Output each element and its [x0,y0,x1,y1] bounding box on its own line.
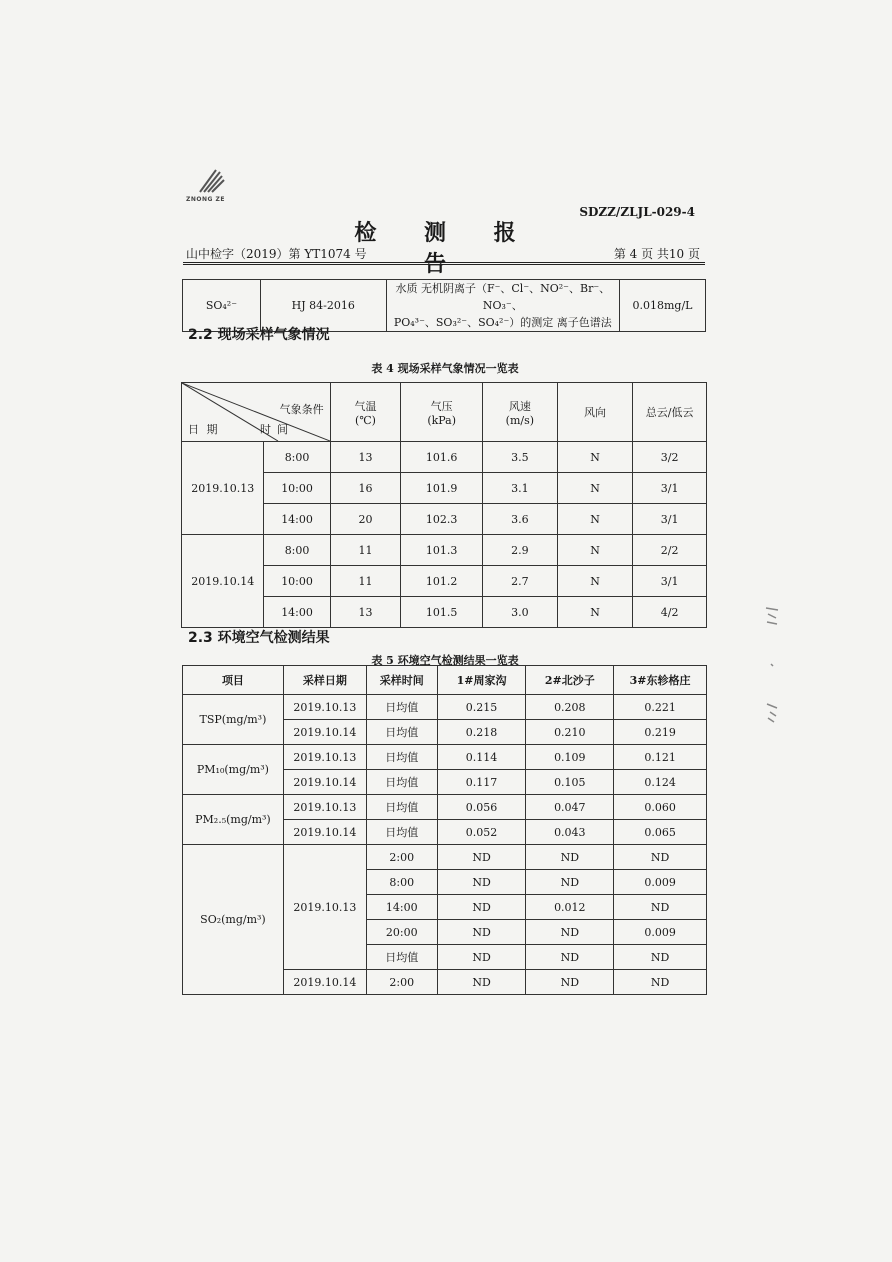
time-cell: 日均值 [366,795,437,820]
table-row [183,845,707,870]
column-header: 风速 (m/s) [483,383,558,442]
time-cell: 日均值 [366,820,437,845]
wind-dir-cell: N [557,535,633,566]
pressure-cell: 101.5 [401,597,483,628]
pressure-cell: 101.6 [401,442,483,473]
column-header: 1#周家沟 [437,666,526,695]
table5-caption: 表 5 环境空气检测结果一览表 [371,654,519,667]
header-divider [183,262,705,265]
value-cell: 0.219 [614,720,707,745]
temp-cell: 20 [330,504,401,535]
report-reference: 山中检字（2019）第 YT1074 号 [186,247,367,261]
time-cell: 2:00 [366,970,437,995]
date-cell: 2019.10.14 [283,720,366,745]
value-cell: 0.105 [526,770,614,795]
wind-dir-cell: N [557,473,633,504]
date-cell: 2019.10.13 [283,795,366,820]
time-cell: 日均值 [366,945,437,970]
value-cell: 0.012 [526,895,614,920]
limit-cell: 0.018mg/L [620,280,706,332]
time-cell: 日均值 [366,745,437,770]
standard-cell: HJ 84-2016 [260,280,386,332]
value-cell: ND [437,920,526,945]
time-cell: 10:00 [264,473,330,504]
cloud-cell: 3/1 [633,566,707,597]
cloud-cell: 3/1 [633,504,707,535]
value-cell: ND [526,945,614,970]
value-cell: 0.114 [437,745,526,770]
column-header: 3#东轸格庄 [614,666,707,695]
value-cell: 0.121 [614,745,707,770]
date-cell: 2019.10.14 [283,970,366,995]
time-cell: 日均值 [366,695,437,720]
column-header: 总云/低云 [633,383,707,442]
pressure-cell: 102.3 [401,504,483,535]
value-cell: ND [526,870,614,895]
wind-speed-cell: 3.6 [483,504,558,535]
wind-speed-cell: 2.9 [483,535,558,566]
temp-cell: 11 [330,566,401,597]
time-cell: 14:00 [264,504,330,535]
pressure-cell: 101.2 [401,566,483,597]
value-cell: ND [526,920,614,945]
table-row [182,535,707,566]
item-cell: PM₁₀(mg/m³) [183,745,284,795]
method-line: 水质 无机阴离子（F⁻、Cl⁻、NO²⁻、Br⁻、NO₃⁻、 [395,282,611,312]
wind-dir-cell: N [557,597,633,628]
value-cell: ND [437,845,526,870]
value-cell: 0.221 [614,695,707,720]
item-cell: PM₂.₅(mg/m³) [183,795,284,845]
table4-caption: 表 4 现场采样气象情况一览表 [371,362,519,375]
logo-text: ZNONG ZE [186,196,225,203]
item-cell: SO₄²⁻ [183,280,261,332]
value-cell: 0.047 [526,795,614,820]
cloud-cell: 4/2 [633,597,707,628]
section-title-2-3: 2.3 环境空气检测结果 [188,630,330,646]
date-cell: 2019.10.14 [283,820,366,845]
temp-cell: 11 [330,535,401,566]
cloud-cell: 3/2 [633,442,707,473]
pressure-cell: 101.3 [401,535,483,566]
value-cell: 0.065 [614,820,707,845]
diag-label-condition: 气象条件 [279,403,324,416]
time-cell: 14:00 [264,597,330,628]
wind-dir-cell: N [557,566,633,597]
method-cell [386,280,619,332]
column-header: 2#北沙子 [526,666,614,695]
date-cell: 2019.10.13 [283,845,366,970]
date-cell: 2019.10.14 [283,770,366,795]
diagonal-header [182,383,331,442]
item-cell: TSP(mg/m³) [183,695,284,745]
diag-label-date: 日 期 [188,423,220,436]
time-cell: 10:00 [264,566,330,597]
section-title-2-2: 2.2 现场采样气象情况 [188,327,330,343]
value-cell: ND [614,845,707,870]
logo-stripes-icon [186,166,232,196]
column-header: 气温 (℃) [330,383,401,442]
date-cell: 2019.10.13 [283,695,366,720]
value-cell: 0.009 [614,870,707,895]
value-cell: 0.218 [437,720,526,745]
wind-speed-cell: 3.1 [483,473,558,504]
value-cell: 0.056 [437,795,526,820]
value-cell: 0.117 [437,770,526,795]
air-quality-table [182,665,707,995]
document-number: SDZZ/ZLJL-029-4 [579,205,695,219]
date-cell: 2019.10.14 [182,535,264,628]
value-cell: 0.009 [614,920,707,945]
column-header: 采样时间 [366,666,437,695]
report-title: 检 测 报 告 [354,220,536,277]
wind-speed-cell: 3.0 [483,597,558,628]
cloud-cell: 2/2 [633,535,707,566]
temp-cell: 13 [330,597,401,628]
wind-dir-cell: N [557,504,633,535]
company-logo [186,166,232,206]
value-cell: 0.109 [526,745,614,770]
table-row [182,442,707,473]
value-cell: 0.043 [526,820,614,845]
value-cell: ND [526,970,614,995]
temp-cell: 13 [330,442,401,473]
time-cell: 8:00 [264,535,330,566]
table-row [183,695,707,720]
value-cell: ND [614,970,707,995]
time-cell: 日均值 [366,770,437,795]
value-cell: ND [614,895,707,920]
table-header-row [182,383,707,442]
table-header-row [183,666,707,695]
value-cell: 0.052 [437,820,526,845]
value-cell: 0.215 [437,695,526,720]
value-cell: ND [526,845,614,870]
wind-speed-cell: 2.7 [483,566,558,597]
value-cell: 0.210 [526,720,614,745]
value-cell: ND [437,945,526,970]
table-row [183,745,707,770]
time-cell: 8:00 [264,442,330,473]
temp-cell: 16 [330,473,401,504]
wind-speed-cell: 3.5 [483,442,558,473]
time-cell: 14:00 [366,895,437,920]
column-header: 风向 [557,383,633,442]
side-stamp-marks [762,604,782,724]
method-line: PO₄³⁻、SO₃²⁻、SO₄²⁻）的测定 离子色谱法 [393,316,612,329]
column-header: 采样日期 [283,666,366,695]
table-row [183,795,707,820]
value-cell: 0.060 [614,795,707,820]
value-cell: ND [614,945,707,970]
value-cell: 0.124 [614,770,707,795]
time-cell: 2:00 [366,845,437,870]
cloud-cell: 3/1 [633,473,707,504]
column-header: 项目 [183,666,284,695]
time-cell: 20:00 [366,920,437,945]
diag-label-time: 时间 [260,423,294,436]
value-cell: ND [437,870,526,895]
weather-table [181,382,707,628]
date-cell: 2019.10.13 [182,442,264,535]
value-cell: ND [437,895,526,920]
time-cell: 8:00 [366,870,437,895]
wind-dir-cell: N [557,442,633,473]
value-cell: ND [437,970,526,995]
pressure-cell: 101.9 [401,473,483,504]
time-cell: 日均值 [366,720,437,745]
page-info: 第 4 页 共10 页 [613,247,700,261]
column-header: 气压 (kPa) [401,383,483,442]
value-cell: 0.208 [526,695,614,720]
date-cell: 2019.10.13 [283,745,366,770]
item-cell: SO₂(mg/m³) [183,845,284,995]
